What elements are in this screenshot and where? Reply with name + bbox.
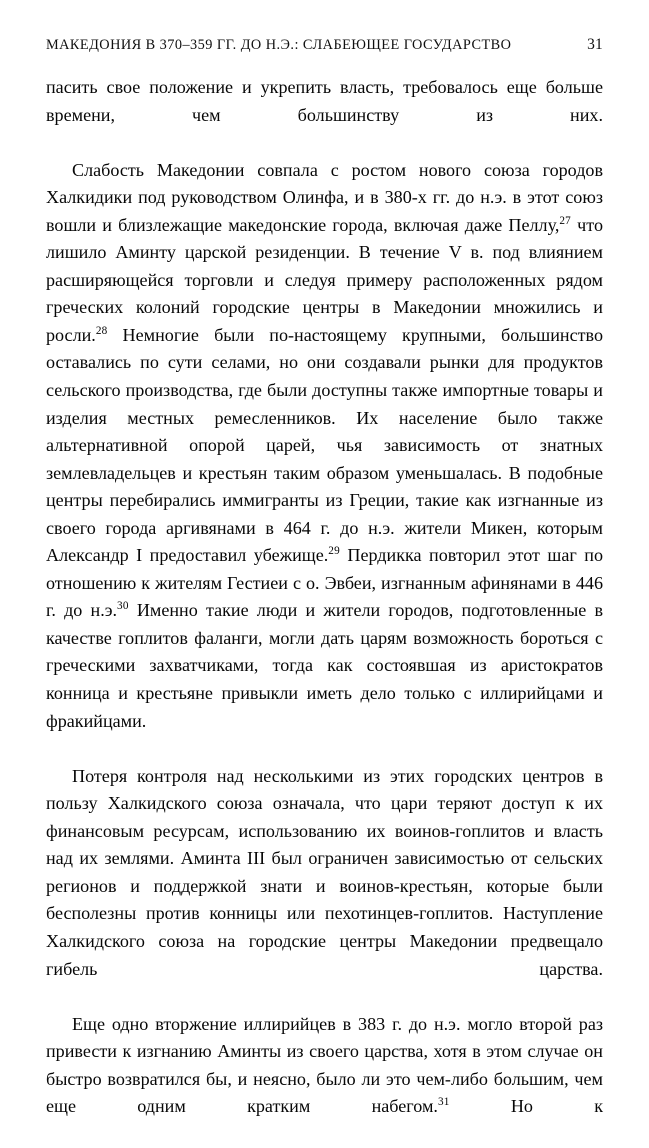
footnote-marker[interactable]: 28 <box>95 324 108 337</box>
footnote-marker[interactable]: 29 <box>328 545 340 558</box>
body-text-block <box>46 74 603 1148</box>
text-run: что лишило Аминту царской резиденции. В течение V в. под влиянием расширяющейся торговли и следуя примеру расположенных рядом греческих колоний городские центры в Македонии множились и росли. <box>46 214 603 345</box>
paragraph <box>46 1011 603 1148</box>
text-run: Еще одно вторжение иллирийцев в 383 г. до н.э. могло второй раз привести к изгнанию Аминты из своего царства, хотя в этом случае он быстро возвратился бы, и неясно, было ли это чем-либо большим, чем еще одним кратким набегом. <box>46 1013 603 1117</box>
running-header-title: МАКЕДОНИЯ В 370–359 ГГ. ДО Н.Э.: СЛАБЕЮЩЕЕ ГОСУДАРСТВО <box>46 37 512 53</box>
text-run: Пердикка повторил этот шаг по отношению к жителям Гестиеи с о. Эвбеи, изгнанным афинянами в 446 г. до н.э. <box>46 545 604 621</box>
running-header <box>46 36 603 56</box>
footnote-marker[interactable]: 31 <box>437 1096 450 1109</box>
text-run: пасить свое положение и укрепить власть, требовалось еще больше времени, чем большинству из них. <box>46 77 603 125</box>
text-run: Именно такие люди и жители городов, подготовленные в качестве гоплитов фаланги, могли дать царям возможность бороться с греческими захватчиками, тогда как состоявшая из аристократов конница и крестьяне привыкли иметь дело только с иллирийцами и фракийцами. <box>46 600 603 731</box>
footnote-marker[interactable]: 27 <box>559 214 571 227</box>
page-number: 31 <box>587 36 603 53</box>
paragraph <box>46 157 603 763</box>
text-run: Но к <box>449 1096 603 1117</box>
text-run: Потеря контроля над несколькими из этих городских центров в пользу Халкидского союза означала, что цари теряют доступ к их финансовым ресурсам, использованию их воинов-гоплитов и власть над их землями. Аминта III был ограничен зависимостью от сельских регионов и поддержкой знати и воинов-крестьян, которые были бесполезны против конницы или пехотинцев-гоплитов. Наступление Халкидского союза на городские центры Македонии предвещало гибель царства. <box>46 765 603 979</box>
paragraph <box>46 763 603 1011</box>
text-run: Слабость Македонии совпала с ростом нового союза городов Халкидики под руководством Олинфа, и в 380-х гг. до н.э. в этот союз вошли и близлежащие македонские города, включая даже Пеллу, <box>46 159 603 235</box>
footnote-marker[interactable]: 30 <box>117 600 129 613</box>
text-run: Немногие были по-настоящему крупными, большинство оставались по сути селами, но они создавали рынки для продуктов сельского производства, где были доступны также импортные товары и изделия местных ремесленников. Их население было также альтернативной опорой царей, чья зависимость от знатных землевладельцев и крестьян таким образом уменьшалась. В подобные центры перебирались иммигранты из Греции, такие как изгнанные из своего города аргивянами в 464 г. до н.э. жители Микен, которым Александр I предоставил убежище. <box>46 324 603 566</box>
paragraph <box>46 74 603 157</box>
